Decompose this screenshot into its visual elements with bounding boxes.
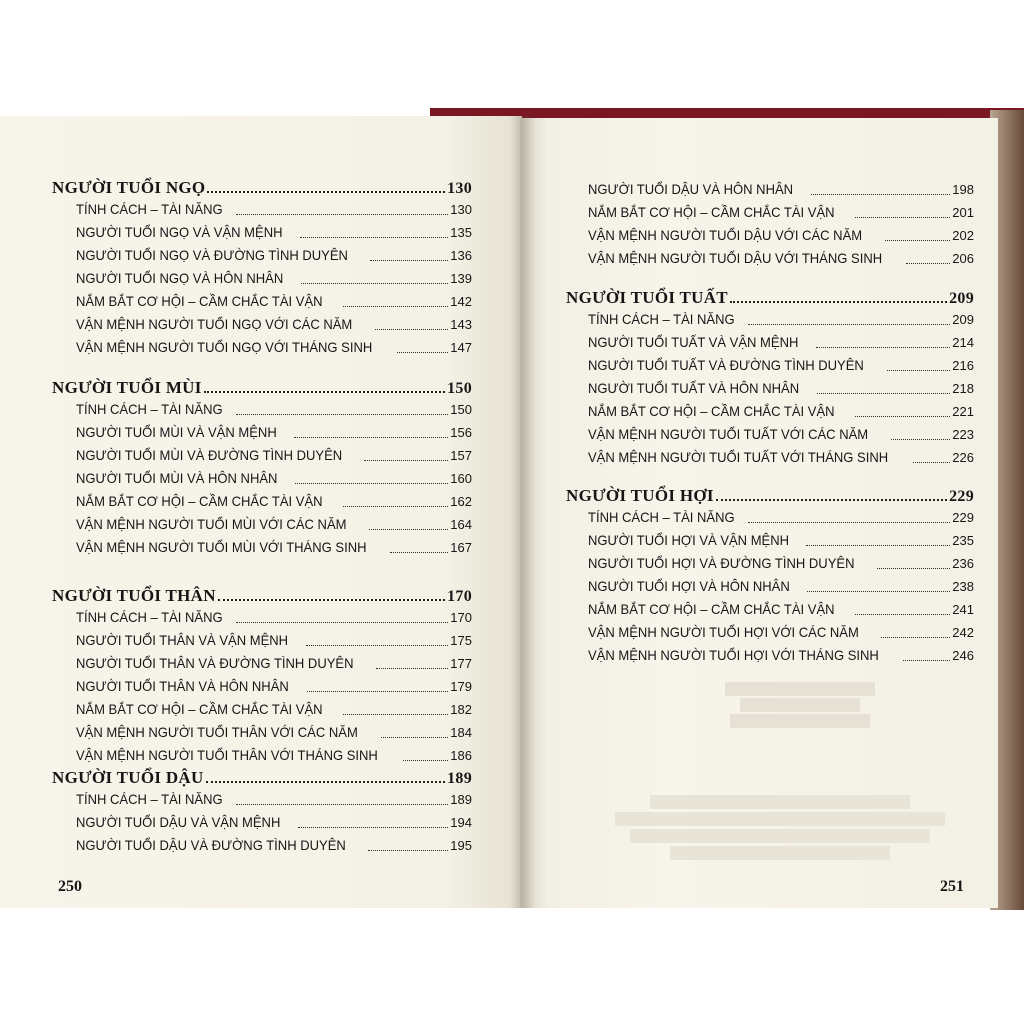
toc-section-than	[52, 586, 472, 767]
toc-entry: NẮM BẮT CƠ HỘI – CẦM CHẮC TÀI VẬN 221	[588, 403, 974, 419]
section-page: 150	[447, 380, 472, 397]
book-gutter	[510, 116, 536, 908]
section-page: 170	[447, 588, 472, 605]
section-title: NGƯỜI TUỔI MÙI	[52, 378, 202, 397]
toc-entry: TÍNH CÁCH – TÀI NĂNG 170	[76, 609, 472, 625]
toc-continued-dau	[588, 178, 974, 270]
section-page: 229	[949, 488, 974, 505]
section-page: 209	[949, 290, 974, 307]
toc-entry: VẬN MỆNH NGƯỜI TUỔI DẬU VỚI CÁC NĂM 202	[588, 227, 974, 243]
toc-entry: VẬN MỆNH NGƯỜI TUỔI DẬU VỚI THÁNG SINH 206	[588, 250, 974, 266]
section-title: NGƯỜI TUỔI HỢI	[566, 486, 714, 505]
toc-entry: VẬN MỆNH NGƯỜI TUỔI MÙI VỚI CÁC NĂM 164	[76, 516, 472, 532]
section-heading	[52, 378, 472, 398]
toc-section-hoi	[566, 486, 974, 667]
toc-entry: VẬN MỆNH NGƯỜI TUỔI TUẤT VỚI CÁC NĂM 223	[588, 426, 974, 442]
section-heading	[566, 486, 974, 506]
toc-entry: NẮM BẮT CƠ HỘI – CẦM CHẮC TÀI VẬN 162	[76, 493, 472, 509]
toc-entry: NGƯỜI TUỔI THÂN VÀ ĐƯỜNG TÌNH DUYÊN 177	[76, 655, 472, 671]
dot-leader	[204, 391, 445, 393]
toc-entry: TÍNH CÁCH – TÀI NĂNG 229	[588, 509, 974, 525]
toc-entry: TÍNH CÁCH – TÀI NĂNG 209	[588, 311, 974, 327]
dot-leader	[218, 599, 445, 601]
toc-entry: TÍNH CÁCH – TÀI NĂNG 130	[76, 201, 472, 217]
toc-entry: NẮM BẮT CƠ HỘI – CẦM CHẮC TÀI VẬN 142	[76, 293, 472, 309]
section-title: NGƯỜI TUỔI THÂN	[52, 586, 216, 605]
toc-entry: NGƯỜI TUỔI TUẤT VÀ VẬN MỆNH 214	[588, 334, 974, 350]
toc-entry: NGƯỜI TUỔI HỢI VÀ VẬN MỆNH 235	[588, 532, 974, 548]
toc-entry: VẬN MỆNH NGƯỜI TUỔI HỢI VỚI CÁC NĂM 242	[588, 624, 974, 640]
toc-entry: VẬN MỆNH NGƯỜI TUỔI NGỌ VỚI THÁNG SINH 147	[76, 339, 472, 355]
toc-entry: NGƯỜI TUỔI HỢI VÀ HÔN NHÂN 238	[588, 578, 974, 594]
toc-entry: VẬN MỆNH NGƯỜI TUỔI THÂN VỚI CÁC NĂM 184	[76, 724, 472, 740]
toc-entry: VẬN MỆNH NGƯỜI TUỔI NGỌ VỚI CÁC NĂM 143	[76, 316, 472, 332]
page-number-left: 250	[58, 878, 82, 895]
section-title: NGƯỜI TUỔI NGỌ	[52, 178, 206, 197]
toc-entry: NGƯỜI TUỔI TUẤT VÀ HÔN NHÂN 218	[588, 380, 974, 396]
page-number-right: 251	[940, 878, 964, 895]
toc-entry: NGƯỜI TUỔI NGỌ VÀ ĐƯỜNG TÌNH DUYÊN 136	[76, 247, 472, 263]
toc-entry: NẮM BẮT CƠ HỘI – CẦM CHẮC TÀI VẬN 182	[76, 701, 472, 717]
toc-entry: TÍNH CÁCH – TÀI NĂNG 150	[76, 401, 472, 417]
toc-entry: VẬN MỆNH NGƯỜI TUỔI TUẤT VỚI THÁNG SINH 226	[588, 449, 974, 465]
toc-entry: VẬN MỆNH NGƯỜI TUỔI MÙI VỚI THÁNG SINH 167	[76, 539, 472, 555]
section-title: NGƯỜI TUỔI DẬU	[52, 768, 204, 787]
section-title: NGƯỜI TUỔI TUẤT	[566, 288, 728, 307]
toc-entry: NẮM BẮT CƠ HỘI – CẦM CHẮC TÀI VẬN 201	[588, 204, 974, 220]
section-heading	[566, 288, 974, 308]
toc-entry: NGƯỜI TUỔI MÙI VÀ ĐƯỜNG TÌNH DUYÊN 157	[76, 447, 472, 463]
toc-entry: TÍNH CÁCH – TÀI NĂNG 189	[76, 791, 472, 807]
toc-entry: VẬN MỆNH NGƯỜI TUỔI HỢI VỚI THÁNG SINH 246	[588, 647, 974, 663]
toc-entry: NGƯỜI TUỔI MÙI VÀ HÔN NHÂN 160	[76, 470, 472, 486]
bleed-through-text	[600, 792, 960, 876]
toc-section-dau	[52, 768, 472, 857]
toc-entry: NGƯỜI TUỔI DẬU VÀ VẬN MỆNH 194	[76, 814, 472, 830]
toc-entry: NGƯỜI TUỔI TUẤT VÀ ĐƯỜNG TÌNH DUYÊN 216	[588, 357, 974, 373]
section-page: 189	[447, 770, 472, 787]
toc-entry: NGƯỜI TUỔI DẬU VÀ HÔN NHÂN 198	[588, 181, 974, 197]
toc-entry: NGƯỜI TUỔI NGỌ VÀ HÔN NHÂN 139	[76, 270, 472, 286]
dot-leader	[716, 499, 947, 501]
dot-leader	[730, 301, 947, 303]
toc-entry: NGƯỜI TUỔI THÂN VÀ VẬN MỆNH 175	[76, 632, 472, 648]
toc-entry: NGƯỜI TUỔI NGỌ VÀ VẬN MỆNH 135	[76, 224, 472, 240]
toc-entry: NẮM BẮT CƠ HỘI – CẦM CHẮC TÀI VẬN 241	[588, 601, 974, 617]
section-heading	[52, 178, 472, 198]
toc-section-tuat	[566, 288, 974, 469]
toc-section-ngo	[52, 178, 472, 359]
toc-entry: NGƯỜI TUỔI THÂN VÀ HÔN NHÂN 179	[76, 678, 472, 694]
toc-entry: NGƯỜI TUỔI DẬU VÀ ĐƯỜNG TÌNH DUYÊN 195	[76, 837, 472, 853]
bleed-through-text	[620, 680, 980, 740]
dot-leader	[206, 781, 446, 783]
section-page: 130	[447, 180, 472, 197]
section-heading	[52, 768, 472, 788]
toc-section-mui	[52, 378, 472, 559]
section-heading	[52, 586, 472, 606]
toc-entry: NGƯỜI TUỔI HỢI VÀ ĐƯỜNG TÌNH DUYÊN 236	[588, 555, 974, 571]
dot-leader	[207, 191, 445, 193]
toc-entry: NGƯỜI TUỔI MÙI VÀ VẬN MỆNH 156	[76, 424, 472, 440]
toc-entry: VẬN MỆNH NGƯỜI TUỔI THÂN VỚI THÁNG SINH 186	[76, 747, 472, 763]
